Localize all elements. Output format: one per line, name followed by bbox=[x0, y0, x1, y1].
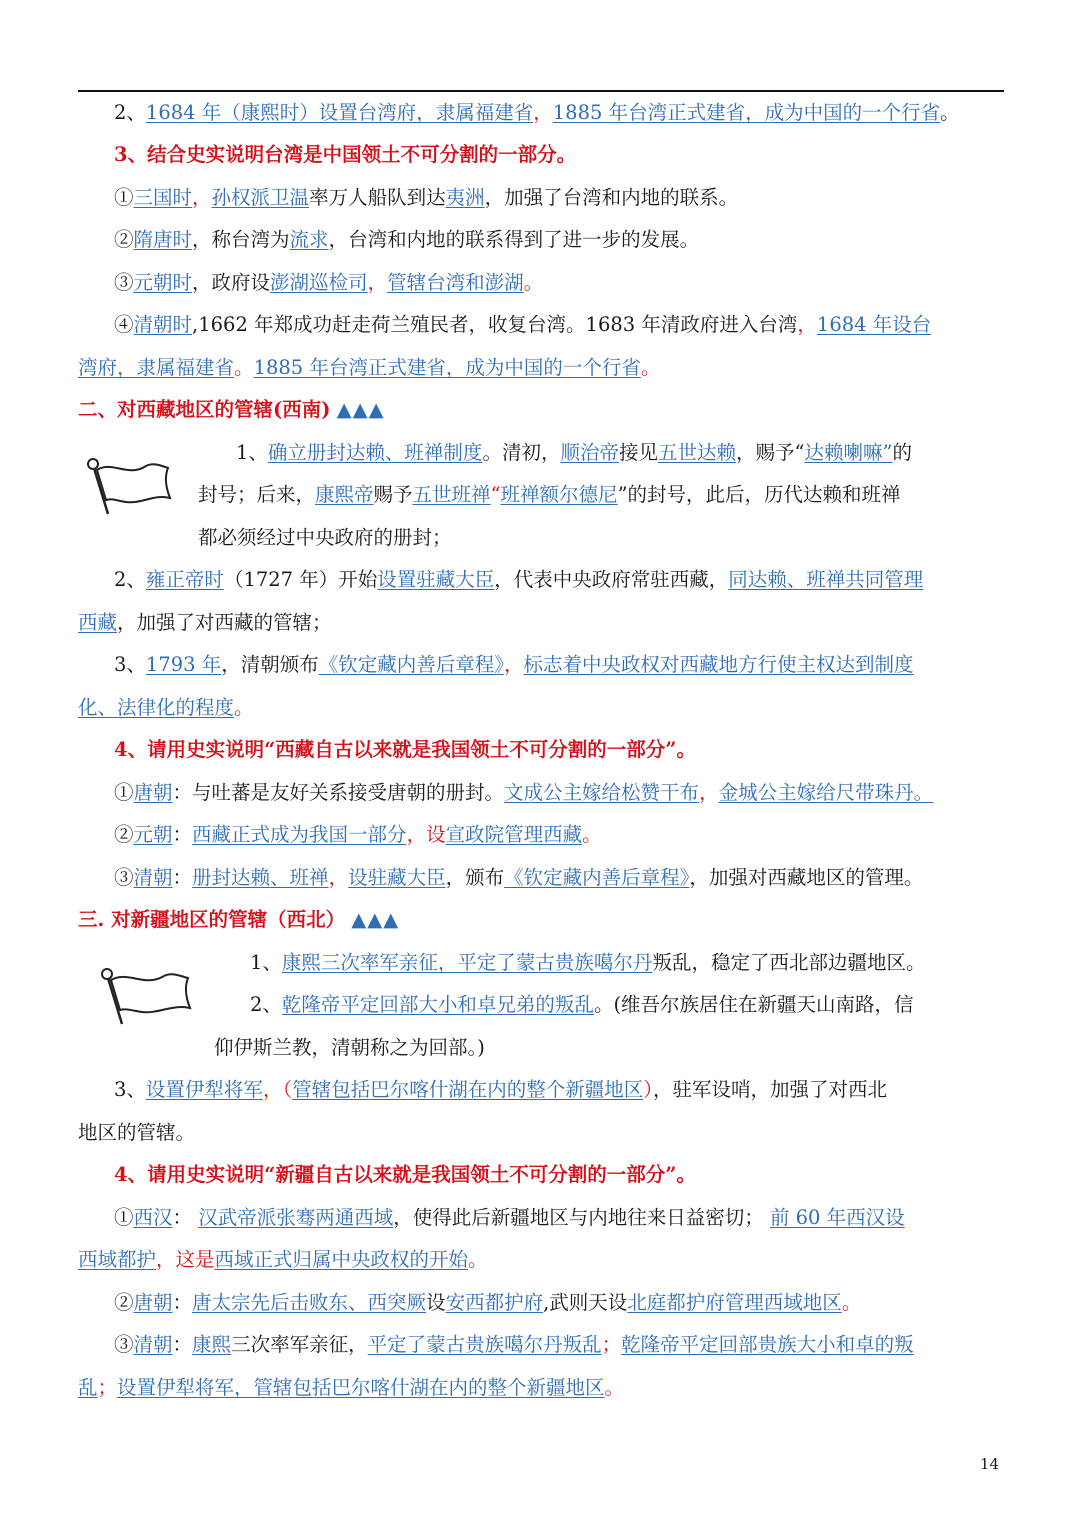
tibet-item-2-cont: 西藏，加强了对西藏的管辖； bbox=[78, 611, 332, 634]
taiwan-question-3: 3、结合史实说明台湾是中国领土不可分割的一部分。 bbox=[114, 143, 577, 166]
xinjiang-heading: 三. 对新疆地区的管辖（西北） ▲▲▲ bbox=[78, 908, 400, 931]
page-number: 14 bbox=[980, 1455, 1000, 1473]
xinjiang-item-1: 1、康熙三次率军亲征，平定了蒙古贵族噶尔丹叛乱，稳定了西北部边疆地区。 bbox=[250, 951, 926, 974]
xinjiang-evidence-3-cont: 乱；设置伊犁将军，管辖包括巴尔喀什湖在内的整个新疆地区。 bbox=[78, 1376, 625, 1399]
tibet-item-3: 3、1793 年，清朝颁布《钦定藏内善后章程》，标志着中央政权对西藏地方行使主权达到制度 bbox=[114, 653, 914, 676]
flag-icon bbox=[98, 962, 194, 1028]
tibet-heading: 二、对西藏地区的管辖(西南) ▲▲▲ bbox=[78, 398, 385, 421]
taiwan-point-1: ①三国时，孙权派卫温率万人船队到达夷洲，加强了台湾和内地的联系。 bbox=[114, 186, 739, 209]
xinjiang-item-3: 3、设置伊犁将军，（管辖包括巴尔喀什湖在内的整个新疆地区），驻军设哨，加强了对西北 bbox=[114, 1078, 887, 1101]
xinjiang-item-2: 2、乾隆帝平定回部大小和卓兄弟的叛乱。(维吾尔族居住在新疆天山南路，信 bbox=[250, 993, 914, 1016]
taiwan-point-4-cont: 湾府，隶属福建省。1885 年台湾正式建省，成为中国的一个行省。 bbox=[78, 356, 661, 379]
taiwan-point-3: ③元朝时，政府设澎湖巡检司，管辖台湾和澎湖。 bbox=[114, 271, 544, 294]
tibet-item-3-cont: 化、法律化的程度。 bbox=[78, 696, 254, 719]
tibet-item-1-cont: 封号；后来，康熙帝赐予五世班禅“班禅额尔德尼”的封号，此后，历代达赖和班禅 bbox=[198, 483, 901, 506]
taiwan-point-4: ④清朝时,1662 年郑成功赶走荷兰殖民者，收复台湾。1683 年清政府进入台湾，1684 年设台 bbox=[114, 313, 932, 336]
xinjiang-evidence-1: ①西汉： 汉武帝派张骞两通西域，使得此后新疆地区与内地往来日益密切； 前 60 年西汉设 bbox=[114, 1206, 905, 1229]
taiwan-point-2: ②隋唐时，称台湾为流求，台湾和内地的联系得到了进一步的发展。 bbox=[114, 228, 700, 251]
importance-triangles: ▲▲▲ bbox=[351, 908, 400, 931]
xinjiang-evidence-3: ③清朝：康熙三次率军亲征，平定了蒙古贵族噶尔丹叛乱；乾隆帝平定回部贵族大小和卓的叛 bbox=[114, 1333, 914, 1356]
tibet-item-1: 1、确立册封达赖、班禅制度。清初，顺治帝接见五世达赖，赐予“达赖喇嘛”的 bbox=[236, 441, 912, 464]
tibet-item-2: 2、雍正帝时（1727 年）开始设置驻藏大臣，代表中央政府常驻西藏，同达赖、班禅共同管理 bbox=[114, 568, 924, 591]
xinjiang-item-3-cont: 地区的管辖。 bbox=[78, 1121, 196, 1144]
tibet-evidence-2: ②元朝：西藏正式成为我国一部分，设宣政院管理西藏。 bbox=[114, 823, 602, 846]
xinjiang-question-4: 4、请用史实说明“新疆自古以来就是我国领土不可分割的一部分”。 bbox=[114, 1163, 697, 1186]
xinjiang-evidence-2: ②唐朝：唐太宗先后击败东、西突厥设安西都护府,武则天设北庭都护府管理西域地区。 bbox=[114, 1291, 862, 1314]
xinjiang-evidence-1-cont: 西域都护，这是西域正式归属中央政权的开始。 bbox=[78, 1248, 488, 1271]
importance-triangles: ▲▲▲ bbox=[336, 398, 385, 421]
xinjiang-item-2-cont: 仰伊斯兰教，清朝称之为回部。) bbox=[214, 1036, 485, 1059]
tibet-item-1-cont2: 都必须经过中央政府的册封； bbox=[198, 526, 452, 549]
taiwan-1885-link: 1885 年台湾正式建省，成为中国的一个行省 bbox=[552, 101, 941, 124]
flag-icon bbox=[84, 452, 174, 518]
tibet-question-4: 4、请用史实说明“西藏自古以来就是我国领土不可分割的一部分”。 bbox=[114, 738, 697, 761]
tibet-evidence-3: ③清朝：册封达赖、班禅，设驻藏大臣，颁布《钦定藏内善后章程》，加强对西藏地区的管理。 bbox=[114, 866, 924, 889]
taiwan-1684-link: 1684 年（康熙时）设置台湾府，隶属福建省 bbox=[145, 101, 534, 124]
taiwan-item-2: 2、1684 年（康熙时）设置台湾府，隶属福建省，1885 年台湾正式建省，成为中国的一个行省。 bbox=[114, 101, 960, 124]
tibet-evidence-1: ①唐朝：与吐蕃是友好关系接受唐朝的册封。文成公主嫁给松赞干布，金城公主嫁给尺带珠丹。 bbox=[114, 781, 934, 804]
